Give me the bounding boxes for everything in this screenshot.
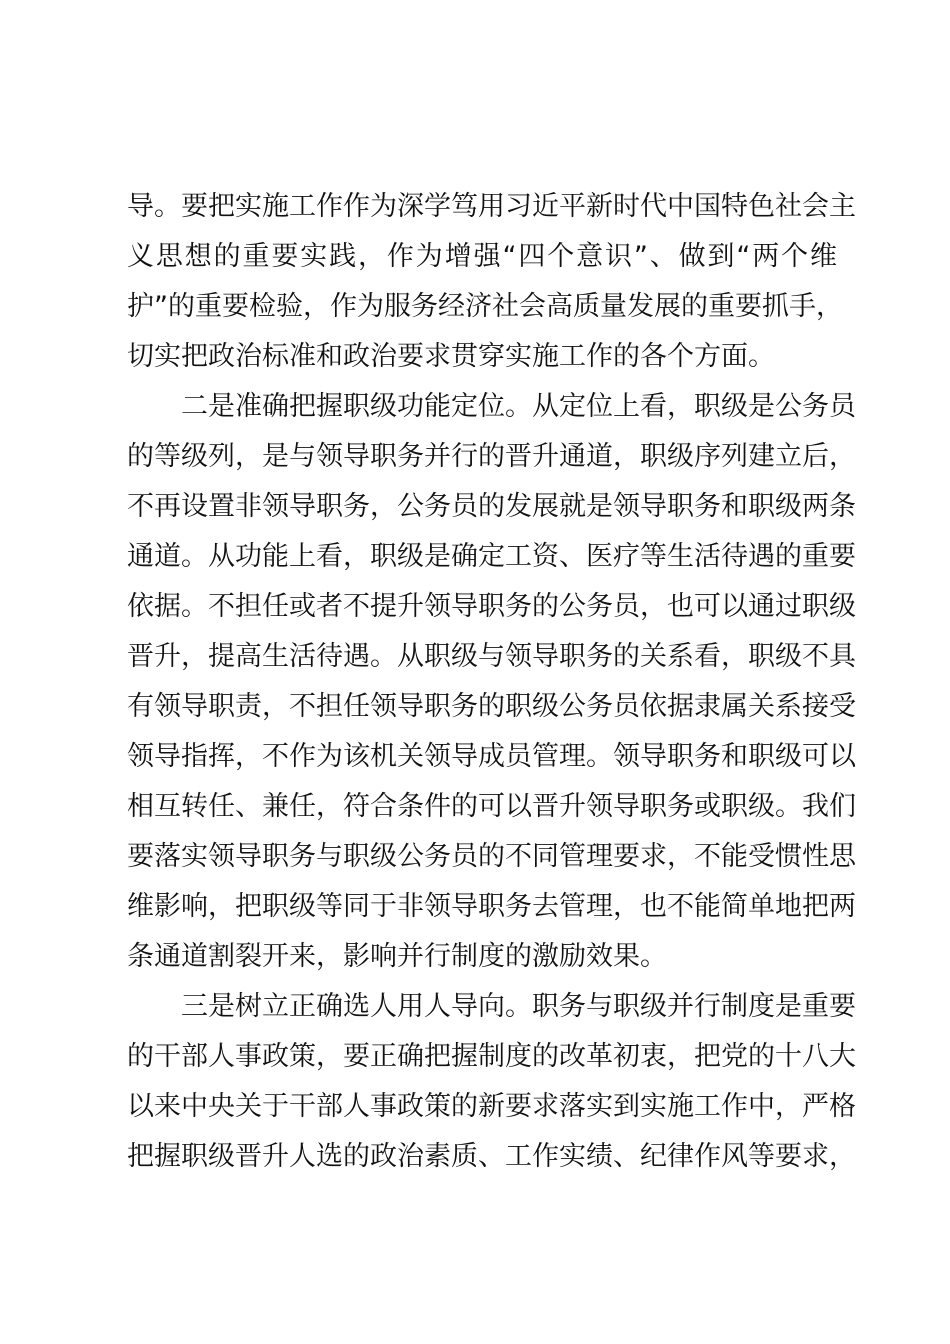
text-line: 有领导职责，不担任领导职务的职级公务员依据隶属关系接受 xyxy=(127,691,856,722)
text-line: 的等级列，是与领导职务并行的晋升通道，职级序列建立后， xyxy=(127,441,856,472)
text-line: 条通道割裂开来，影响并行制度的激励效果。 xyxy=(127,941,667,972)
text-line: 通道。从功能上看，职级是确定工资、医疗等生活待遇的重要 xyxy=(127,541,856,572)
text-line: 把握职级晋升人选的政治素质、工作实绩、纪律作风等要求， xyxy=(127,1141,856,1172)
text-line: 维影响，把职级等同于非领导职务去管理，也不能简单地把两 xyxy=(127,891,856,922)
paragraph-3 xyxy=(127,982,856,1182)
text-line: 二是准确把握职级功能定位。从定位上看，职级是公务员 xyxy=(181,391,856,422)
text-line: 护”的重要检验，作为服务经济社会高质量发展的重要抓手， xyxy=(127,291,843,322)
text-line: 导。要把实施工作作为深学笃用习近平新时代中国特色社会主 xyxy=(127,191,856,222)
text-line: 义思想的重要实践，作为增强“四个意识”、做到“两个维 xyxy=(127,241,837,272)
document-body xyxy=(127,182,856,1182)
text-line: 三是树立正确选人用人导向。职务与职级并行制度是重要 xyxy=(181,991,856,1022)
text-line: 依据。不担任或者不提升领导职务的公务员，也可以通过职级 xyxy=(127,591,856,622)
paragraph-1 xyxy=(127,182,856,382)
text-line: 以来中央关于干部人事政策的新要求落实到实施工作中，严格 xyxy=(127,1091,856,1122)
text-line: 领导指挥，不作为该机关领导成员管理。领导职务和职级可以 xyxy=(127,741,856,772)
text-line: 切实把政治标准和政治要求贯穿实施工作的各个方面。 xyxy=(127,341,775,372)
text-line: 要落实领导职务与职级公务员的不同管理要求，不能受惯性思 xyxy=(127,841,856,872)
text-line: 相互转任、兼任，符合条件的可以晋升领导职务或职级。我们 xyxy=(127,791,856,822)
paragraph-2 xyxy=(127,382,856,982)
text-line: 的干部人事政策，要正确把握制度的改革初衷，把党的十八大 xyxy=(127,1041,856,1072)
text-line: 晋升，提高生活待遇。从职级与领导职务的关系看，职级不具 xyxy=(127,641,856,672)
text-line: 不再设置非领导职务，公务员的发展就是领导职务和职级两条 xyxy=(127,491,856,522)
